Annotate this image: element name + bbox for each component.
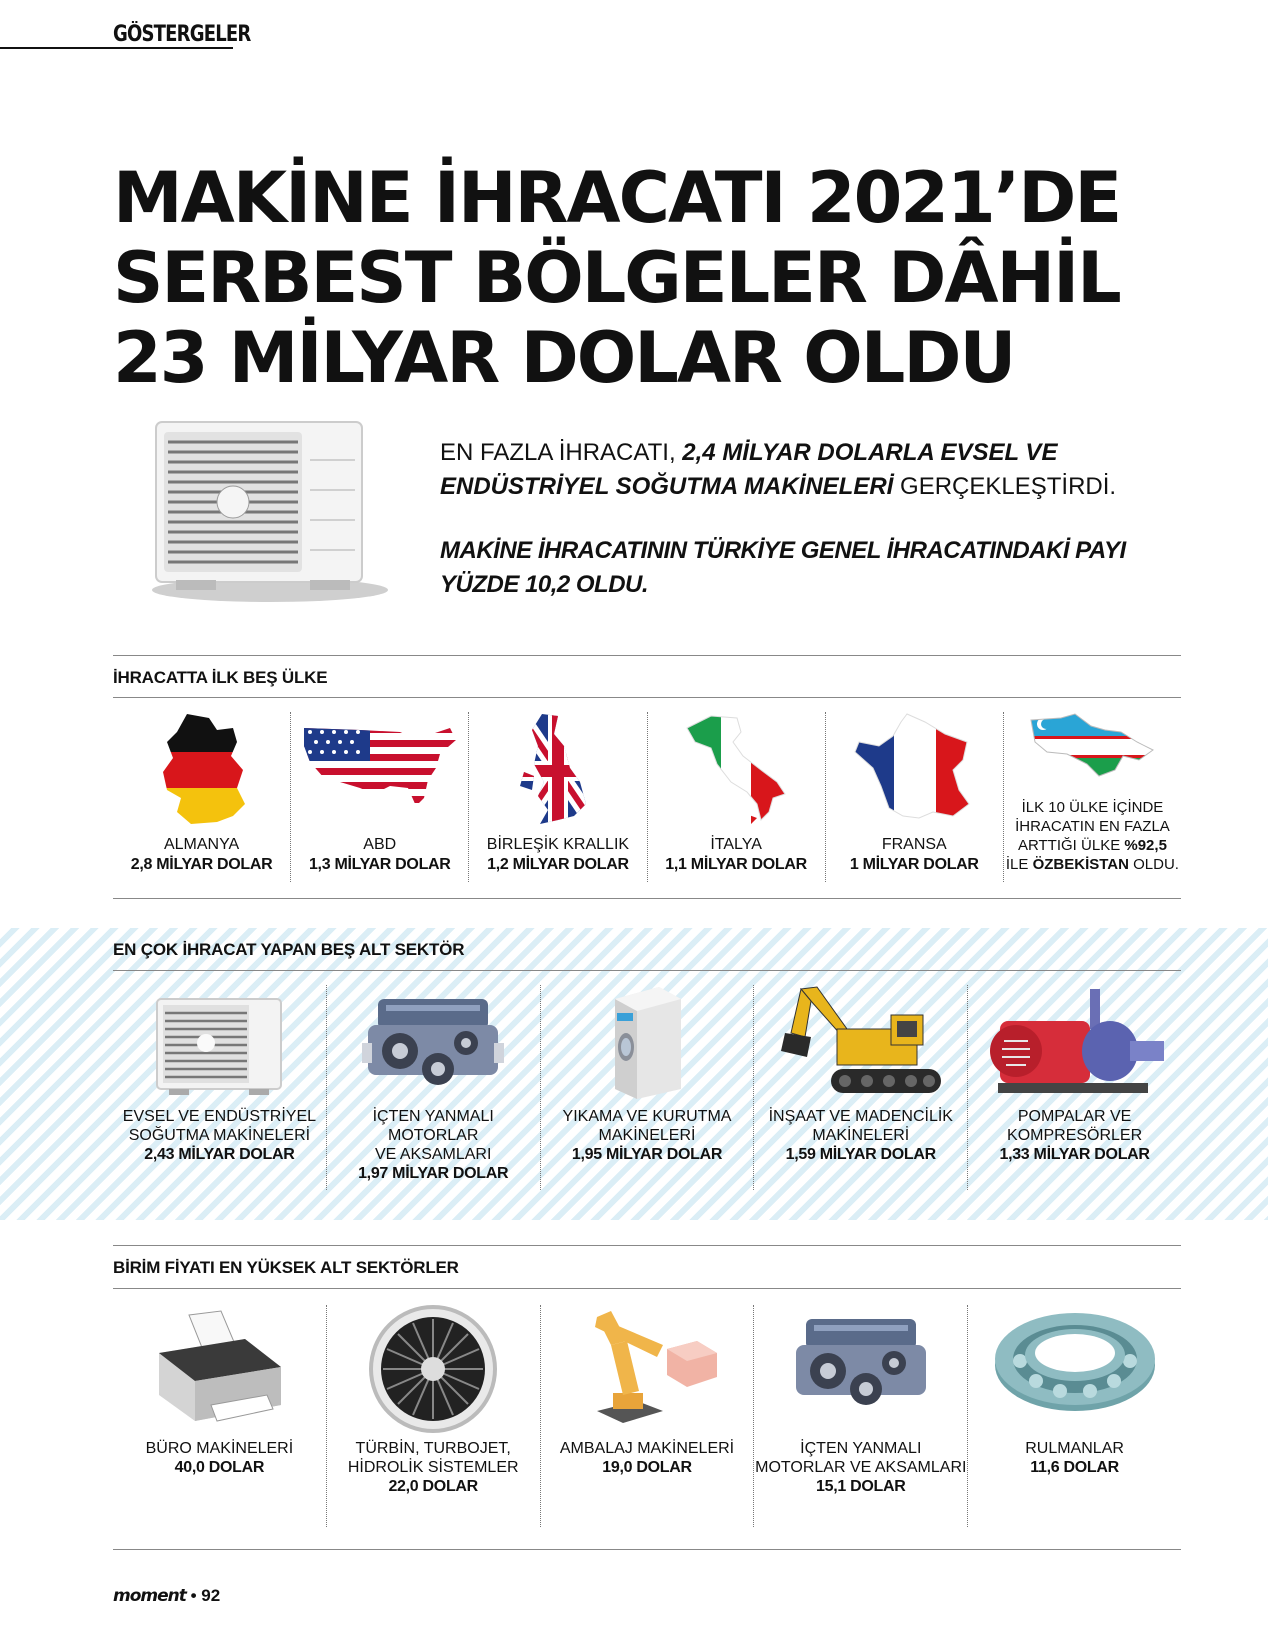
- air-conditioner-hero-icon: [150, 420, 390, 610]
- uzbekistan-flag-map-icon: [1027, 712, 1157, 782]
- divider: [113, 1288, 1181, 1289]
- unit-price-value: 11,6 DOLAR: [1030, 1459, 1119, 1476]
- note-line: İHRACATIN EN FAZLA: [1015, 818, 1170, 835]
- unit-price-text: [754, 1439, 967, 1496]
- pump-icon: [980, 985, 1170, 1103]
- intro-share-text: MAKİNE İHRACATININ TÜRKİYE GENEL İHRACATINDAKİ PAYI YÜZDE 10,2 OLDU.: [440, 537, 1126, 598]
- note-line: OLDU.: [1128, 856, 1179, 873]
- footer: [113, 1586, 220, 1606]
- unit-price-text: [968, 1439, 1181, 1477]
- unit-price-label: HİDROLİK SİSTEMLER: [347, 1459, 519, 1476]
- unit-price-label: MOTORLAR VE AKSAMLARI: [755, 1459, 967, 1476]
- subsector-item: [541, 985, 755, 1190]
- air-conditioner-icon: [149, 993, 289, 1103]
- unit-price-item: [541, 1305, 755, 1527]
- subsector-item: [113, 985, 327, 1190]
- unit-price-item: [968, 1305, 1181, 1527]
- unit-price-value: 15,1 DOLAR: [816, 1478, 906, 1495]
- headline-line: SERBEST BÖLGELER DÂHİL: [113, 237, 1120, 319]
- unit-price-label: BÜRO MAKİNELERİ: [145, 1440, 294, 1457]
- page-number: • 92: [190, 1586, 221, 1605]
- germany-flag-map-icon: [147, 712, 257, 827]
- note-line: İLK 10 ÜLKE İÇİNDE: [1021, 799, 1164, 816]
- country-name: ALMANYA: [163, 836, 240, 853]
- uzbekistan-note-text: [1004, 798, 1181, 874]
- subsector-value: 2,43 MİLYAR DOLAR: [144, 1146, 295, 1163]
- subsector-label: YIKAMA VE KURUTMA: [562, 1108, 732, 1125]
- subsector-text: [754, 1107, 967, 1164]
- divider: [113, 1549, 1181, 1550]
- country-value: 1,1 MİLYAR DOLAR: [665, 856, 807, 873]
- headline: [113, 157, 1121, 399]
- country-france: [826, 712, 1004, 882]
- divider: [113, 697, 1181, 698]
- subsector-label: EVSEL VE ENDÜSTRİYEL: [122, 1108, 317, 1125]
- usa-flag-map-icon: [300, 718, 460, 818]
- subsector-label: SOĞUTMA MAKİNELERİ: [128, 1127, 311, 1144]
- country-usa: [291, 712, 469, 882]
- unit-price-item: [327, 1305, 541, 1527]
- unit-price-label: TÜRBİN, TURBOJET,: [355, 1440, 511, 1457]
- country-germany: [113, 712, 291, 882]
- headline-line: MAKİNE İHRACATI 2021’DE: [113, 157, 1121, 239]
- intro-part: EN FAZLA İHRACATI,: [440, 439, 683, 466]
- unit-price-title: BİRİM FİYATI EN YÜKSEK ALT SEKTÖRLER: [113, 1258, 459, 1277]
- divider: [113, 970, 1181, 971]
- unit-price-value: 40,0 DOLAR: [174, 1459, 265, 1476]
- unit-price-value: 19,0 DOLAR: [602, 1459, 692, 1476]
- subsectors-row: [113, 985, 1181, 1190]
- country-value: 2,8 MİLYAR DOLAR: [130, 856, 273, 873]
- excavator-icon: [771, 985, 951, 1103]
- turbine-icon: [363, 1305, 503, 1435]
- subsector-label: MAKİNELERİ: [598, 1127, 696, 1144]
- uk-flag-map-icon: [518, 712, 598, 830]
- engine-icon: [358, 985, 508, 1100]
- note-line: İLE: [1005, 856, 1033, 873]
- engine-icon: [786, 1305, 936, 1420]
- robot-arm-icon: [567, 1305, 727, 1430]
- divider: [113, 898, 1181, 899]
- headline-line: 23 MİLYAR DOLAR OLDU: [113, 317, 1015, 399]
- subsectors-title: EN ÇOK İHRACAT YAPAN BEŞ ALT SEKTÖR: [113, 940, 465, 959]
- note-line: ARTTIĞI ÜLKE: [1017, 837, 1125, 854]
- country-name: ABD: [363, 836, 397, 853]
- subsector-label: İNŞAAT VE MADENCİLİK: [768, 1108, 953, 1125]
- section-tag: GÖSTERGELER: [113, 22, 251, 47]
- unit-price-label: RULMANLAR: [1025, 1440, 1124, 1457]
- france-flag-map-icon: [849, 712, 979, 827]
- bearing-icon: [990, 1305, 1160, 1430]
- unit-price-label: İÇTEN YANMALI: [800, 1440, 922, 1457]
- note-country: ÖZBEKİSTAN: [1032, 856, 1129, 873]
- country-uk: [469, 712, 647, 882]
- country-italy: [648, 712, 826, 882]
- subsector-text: [541, 1107, 754, 1164]
- subsector-item: [327, 985, 541, 1190]
- subsector-value: 1,59 MİLYAR DOLAR: [785, 1146, 936, 1163]
- uzbekistan-note: [1004, 712, 1181, 882]
- unit-price-text: [541, 1439, 754, 1477]
- unit-price-label: AMBALAJ MAKİNELERİ: [559, 1440, 735, 1457]
- printer-icon: [149, 1309, 289, 1434]
- subsector-value: 1,97 MİLYAR DOLAR: [358, 1165, 509, 1182]
- subsector-label: İÇTEN YANMALI MOTORLAR: [372, 1108, 494, 1144]
- intro-part: GERÇEKLEŞTİRDİ.: [893, 473, 1117, 500]
- subsector-value: 1,33 MİLYAR DOLAR: [999, 1146, 1150, 1163]
- divider: [113, 655, 1181, 656]
- intro-text: [440, 436, 1200, 504]
- subsector-label: KOMPRESÖRLER: [1007, 1127, 1143, 1144]
- countries-title: İHRACATTA İLK BEŞ ÜLKE: [113, 668, 328, 687]
- subsector-label: VE AKSAMLARI: [374, 1146, 492, 1163]
- subsector-text: [968, 1107, 1181, 1164]
- subsector-value: 1,95 MİLYAR DOLAR: [571, 1146, 723, 1163]
- italy-flag-map-icon: [681, 712, 791, 827]
- tag-underline: [0, 47, 233, 49]
- unit-price-item: [113, 1305, 327, 1527]
- country-value: 1,2 MİLYAR DOLAR: [487, 856, 629, 873]
- subsector-item: [968, 985, 1181, 1190]
- unit-price-text: [327, 1439, 540, 1496]
- unit-price-text: [113, 1439, 326, 1477]
- intro-highlight: 2,4 MİLYAR DOLARLA EVSEL VE ENDÜSTRİYEL SOĞUTMA MAKİNELERİ: [440, 439, 1058, 500]
- unit-price-row: [113, 1305, 1181, 1527]
- subsector-item: [754, 985, 968, 1190]
- subsector-label: POMPALAR VE: [1017, 1108, 1132, 1125]
- note-percent: %92,5: [1124, 837, 1167, 854]
- subsector-text: [113, 1107, 326, 1164]
- country-name: FRANSA: [881, 836, 947, 853]
- unit-price-value: 22,0 DOLAR: [388, 1478, 478, 1495]
- country-name: İTALYA: [710, 836, 762, 853]
- magazine-logo: moment: [113, 1586, 186, 1606]
- subsector-label: MAKİNELERİ: [812, 1127, 910, 1144]
- country-value: 1 MİLYAR DOLAR: [849, 856, 979, 873]
- country-name: BİRLEŞİK KRALLIK: [486, 836, 630, 853]
- divider: [113, 1245, 1181, 1246]
- country-value: 1,3 MİLYAR DOLAR: [308, 856, 451, 873]
- subsector-text: [327, 1107, 540, 1183]
- washing-machine-icon: [597, 985, 697, 1100]
- unit-price-item: [754, 1305, 968, 1527]
- countries-row: [113, 712, 1181, 882]
